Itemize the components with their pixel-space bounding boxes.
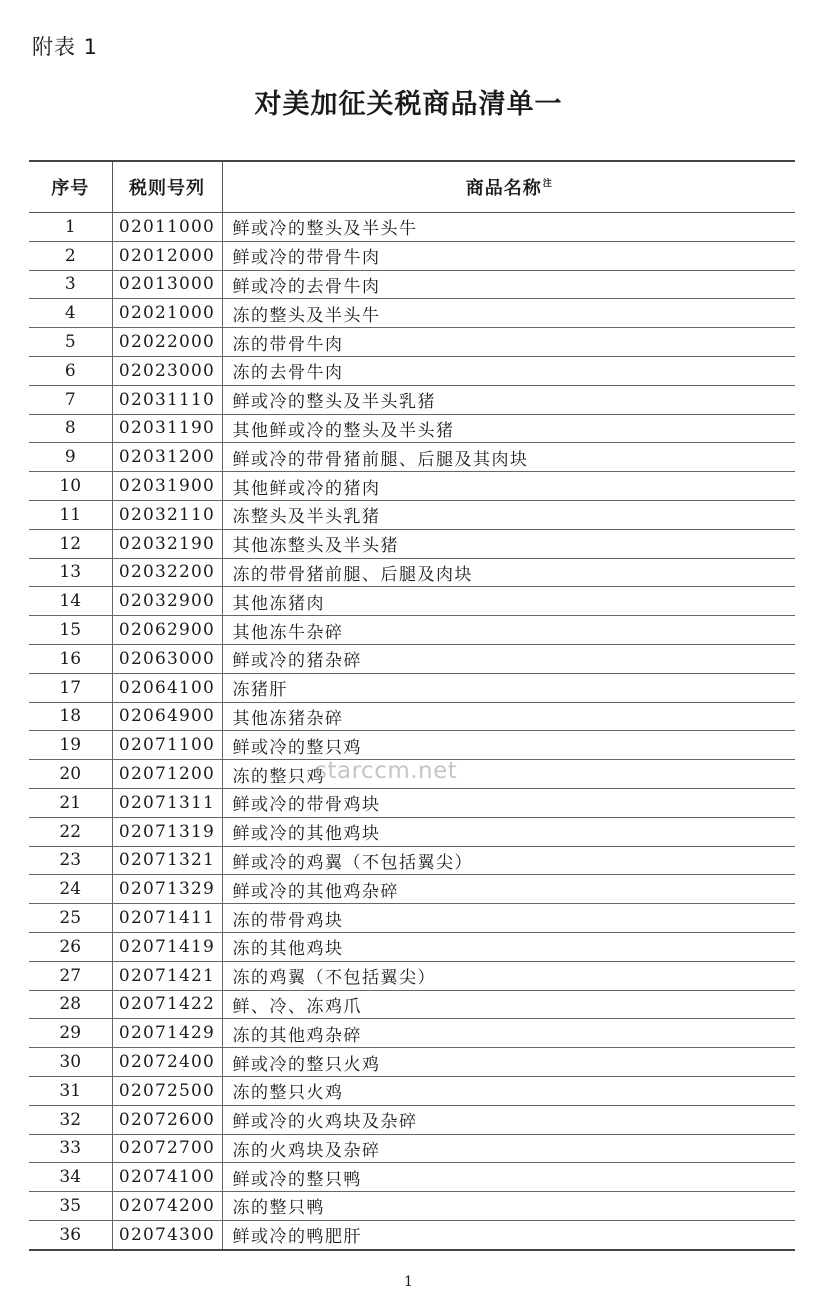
row-code-cell: 02012000 <box>112 241 222 270</box>
row-code-cell: 02072700 <box>112 1134 222 1163</box>
row-name-cell: 冻猪肝 <box>222 673 795 702</box>
row-code-cell: 02063000 <box>112 644 222 673</box>
row-code-cell: 02071421 <box>112 961 222 990</box>
row-name-cell: 冻整头及半头乳猪 <box>222 500 795 529</box>
row-code-cell: 02031200 <box>112 443 222 472</box>
row-name-cell: 鲜或冷的鸭肥肝 <box>222 1220 795 1249</box>
row-code-cell: 02031900 <box>112 472 222 501</box>
row-code-cell: 02074200 <box>112 1192 222 1221</box>
row-code-cell: 02072500 <box>112 1076 222 1105</box>
row-seq-cell: 6 <box>29 356 112 385</box>
table-row <box>29 875 795 904</box>
row-name-cell: 冻的整只鸭 <box>222 1192 795 1221</box>
row-seq-cell: 18 <box>29 702 112 731</box>
row-seq-cell: 5 <box>29 328 112 357</box>
row-seq-cell: 22 <box>29 817 112 846</box>
row-name-cell: 冻的火鸡块及杂碎 <box>222 1134 795 1163</box>
row-code-cell: 02032200 <box>112 558 222 587</box>
table-row <box>29 1163 795 1192</box>
table-row <box>29 817 795 846</box>
row-seq-cell: 29 <box>29 1019 112 1048</box>
table-row <box>29 846 795 875</box>
table-row <box>29 587 795 616</box>
row-name-cell: 鲜或冷的去骨牛肉 <box>222 270 795 299</box>
row-seq-cell: 20 <box>29 760 112 789</box>
row-seq-cell: 1 <box>29 213 112 242</box>
row-code-cell: 02071100 <box>112 731 222 760</box>
table-row <box>29 270 795 299</box>
row-name-cell: 冻的其他鸡杂碎 <box>222 1019 795 1048</box>
table-row <box>29 1192 795 1221</box>
table-header-row <box>29 161 795 213</box>
row-seq-cell: 8 <box>29 414 112 443</box>
row-code-cell: 02074100 <box>112 1163 222 1192</box>
watermark: starccm.net <box>315 758 458 784</box>
row-name-cell: 鲜或冷的整只火鸡 <box>222 1048 795 1077</box>
row-seq-cell: 23 <box>29 846 112 875</box>
row-seq-cell: 3 <box>29 270 112 299</box>
row-seq-cell: 12 <box>29 529 112 558</box>
row-code-cell: 02071200 <box>112 760 222 789</box>
row-seq-cell: 24 <box>29 875 112 904</box>
row-code-cell: 02031190 <box>112 414 222 443</box>
row-code-cell: 02032900 <box>112 587 222 616</box>
row-code-cell: 02032190 <box>112 529 222 558</box>
row-code-cell: 02071422 <box>112 990 222 1019</box>
table-row <box>29 558 795 587</box>
row-name-cell: 鲜或冷的猪杂碎 <box>222 644 795 673</box>
row-code-cell: 02071329 <box>112 875 222 904</box>
table-row <box>29 328 795 357</box>
row-code-cell: 02064100 <box>112 673 222 702</box>
row-name-cell: 冻的鸡翼（不包括翼尖） <box>222 961 795 990</box>
column-header-seq: 序号 <box>29 161 112 213</box>
table-row <box>29 673 795 702</box>
table-row <box>29 1105 795 1134</box>
row-name-cell: 鲜或冷的整头及半头乳猪 <box>222 385 795 414</box>
row-name-cell: 其他冻牛杂碎 <box>222 616 795 645</box>
table-row <box>29 644 795 673</box>
table-row <box>29 731 795 760</box>
attachment-label: 附表 1 <box>32 35 99 59</box>
table-row <box>29 932 795 961</box>
row-seq-cell: 9 <box>29 443 112 472</box>
row-seq-cell: 30 <box>29 1048 112 1077</box>
row-seq-cell: 4 <box>29 299 112 328</box>
row-seq-cell: 14 <box>29 587 112 616</box>
row-code-cell: 02074300 <box>112 1220 222 1249</box>
table-row <box>29 1134 795 1163</box>
row-code-cell: 02064900 <box>112 702 222 731</box>
row-code-cell: 02072600 <box>112 1105 222 1134</box>
row-name-cell: 鲜或冷的整头及半头牛 <box>222 213 795 242</box>
row-seq-cell: 35 <box>29 1192 112 1221</box>
table-row <box>29 788 795 817</box>
row-seq-cell: 33 <box>29 1134 112 1163</box>
row-seq-cell: 21 <box>29 788 112 817</box>
row-name-cell: 鲜、冷、冻鸡爪 <box>222 990 795 1019</box>
row-name-cell: 鲜或冷的火鸡块及杂碎 <box>222 1105 795 1134</box>
table-row <box>29 443 795 472</box>
row-name-cell: 其他冻猪肉 <box>222 587 795 616</box>
document-title: 对美加征关税商品清单一 <box>254 89 563 120</box>
row-name-cell: 鲜或冷的带骨牛肉 <box>222 241 795 270</box>
column-header-name <box>222 161 795 213</box>
table-row <box>29 213 795 242</box>
row-seq-cell: 16 <box>29 644 112 673</box>
row-name-cell: 鲜或冷的其他鸡杂碎 <box>222 875 795 904</box>
row-code-cell: 02071319 <box>112 817 222 846</box>
row-seq-cell: 32 <box>29 1105 112 1134</box>
table-row <box>29 904 795 933</box>
table-row <box>29 1048 795 1077</box>
row-code-cell: 02072400 <box>112 1048 222 1077</box>
row-seq-cell: 2 <box>29 241 112 270</box>
row-code-cell: 02071411 <box>112 904 222 933</box>
footnote-marker: 注 <box>542 179 552 189</box>
row-name-cell: 冻的整只火鸡 <box>222 1076 795 1105</box>
row-seq-cell: 25 <box>29 904 112 933</box>
row-code-cell: 02071311 <box>112 788 222 817</box>
row-name-cell: 其他鲜或冷的整头及半头猪 <box>222 414 795 443</box>
row-name-cell: 其他冻猪杂碎 <box>222 702 795 731</box>
row-seq-cell: 15 <box>29 616 112 645</box>
table-row <box>29 702 795 731</box>
table-row <box>29 961 795 990</box>
row-name-cell: 其他鲜或冷的猪肉 <box>222 472 795 501</box>
row-code-cell: 02013000 <box>112 270 222 299</box>
row-code-cell: 02071429 <box>112 1019 222 1048</box>
row-name-cell: 鲜或冷的其他鸡块 <box>222 817 795 846</box>
row-code-cell: 02011000 <box>112 213 222 242</box>
row-seq-cell: 10 <box>29 472 112 501</box>
table-row <box>29 414 795 443</box>
row-name-cell: 冻的整只鸡 <box>222 760 795 789</box>
row-seq-cell: 13 <box>29 558 112 587</box>
column-header-name-text: 商品名称 <box>465 178 542 199</box>
tariff-goods-table <box>29 160 795 1251</box>
row-code-cell: 02071321 <box>112 846 222 875</box>
table-row <box>29 299 795 328</box>
row-code-cell: 02021000 <box>112 299 222 328</box>
row-code-cell: 02071419 <box>112 932 222 961</box>
row-seq-cell: 11 <box>29 500 112 529</box>
row-name-cell: 冻的其他鸡块 <box>222 932 795 961</box>
table-row <box>29 1076 795 1105</box>
row-seq-cell: 34 <box>29 1163 112 1192</box>
table-row <box>29 1019 795 1048</box>
row-code-cell: 02022000 <box>112 328 222 357</box>
table-row <box>29 500 795 529</box>
row-name-cell: 冻的带骨猪前腿、后腿及肉块 <box>222 558 795 587</box>
row-seq-cell: 27 <box>29 961 112 990</box>
row-seq-cell: 36 <box>29 1220 112 1249</box>
row-seq-cell: 26 <box>29 932 112 961</box>
table-row <box>29 616 795 645</box>
table-row <box>29 356 795 385</box>
row-name-cell: 冻的去骨牛肉 <box>222 356 795 385</box>
row-name-cell: 其他冻整头及半头猪 <box>222 529 795 558</box>
row-seq-cell: 31 <box>29 1076 112 1105</box>
table-row <box>29 1220 795 1249</box>
row-code-cell: 02023000 <box>112 356 222 385</box>
table-body <box>29 213 795 1250</box>
page-number: 1 <box>404 1274 413 1290</box>
table-row <box>29 385 795 414</box>
row-name-cell: 鲜或冷的带骨鸡块 <box>222 788 795 817</box>
row-name-cell: 冻的带骨鸡块 <box>222 904 795 933</box>
row-seq-cell: 19 <box>29 731 112 760</box>
row-seq-cell: 17 <box>29 673 112 702</box>
row-seq-cell: 7 <box>29 385 112 414</box>
column-header-code: 税则号列 <box>112 161 222 213</box>
row-code-cell: 02062900 <box>112 616 222 645</box>
table-row <box>29 529 795 558</box>
table-header <box>29 161 795 213</box>
row-code-cell: 02032110 <box>112 500 222 529</box>
row-name-cell: 鲜或冷的整只鸭 <box>222 1163 795 1192</box>
table-row <box>29 472 795 501</box>
row-name-cell: 鲜或冷的鸡翼（不包括翼尖） <box>222 846 795 875</box>
row-name-cell: 鲜或冷的整只鸡 <box>222 731 795 760</box>
table-row <box>29 241 795 270</box>
table-row <box>29 990 795 1019</box>
row-code-cell: 02031110 <box>112 385 222 414</box>
row-name-cell: 鲜或冷的带骨猪前腿、后腿及其肉块 <box>222 443 795 472</box>
row-name-cell: 冻的整头及半头牛 <box>222 299 795 328</box>
row-seq-cell: 28 <box>29 990 112 1019</box>
row-name-cell: 冻的带骨牛肉 <box>222 328 795 357</box>
